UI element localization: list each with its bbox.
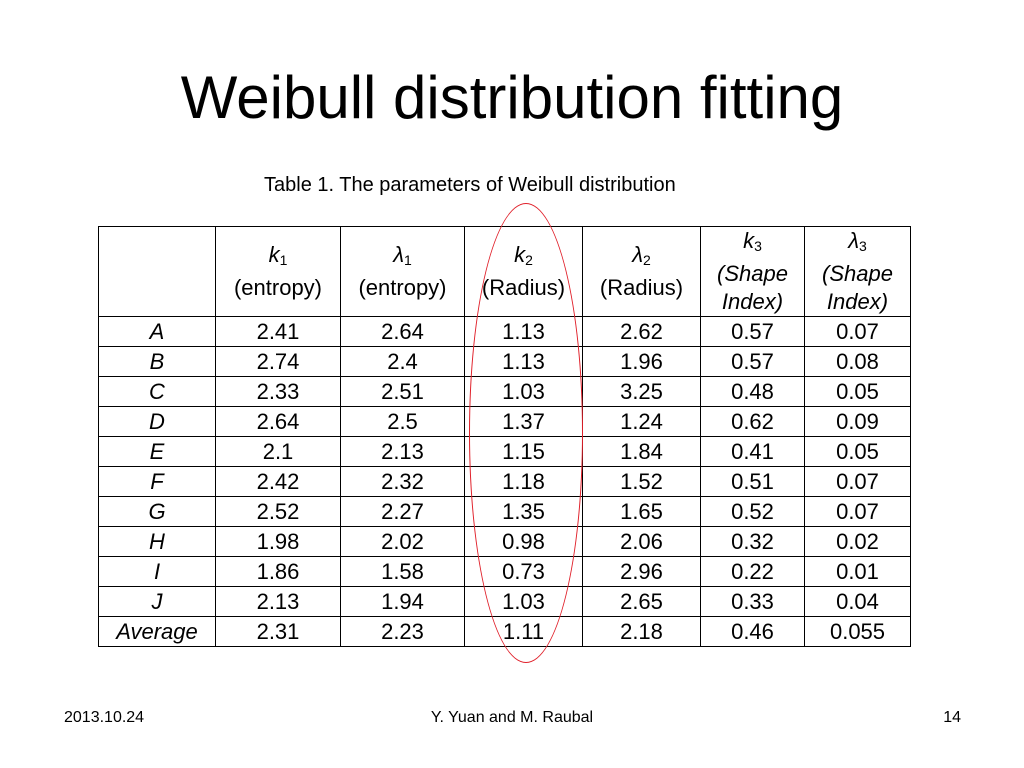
table-cell: 0.055 <box>805 617 911 647</box>
table-cell: 1.94 <box>341 587 465 617</box>
table-cell: 0.32 <box>701 527 805 557</box>
table-cell: 1.86 <box>216 557 341 587</box>
column-symbol-letter: λ <box>393 242 405 267</box>
column-symbol-subscript: 2 <box>525 252 533 268</box>
row-label: C <box>99 377 216 407</box>
header-empty-cell <box>99 227 216 317</box>
column-header <box>341 227 465 317</box>
row-label: J <box>99 587 216 617</box>
table-row <box>99 617 911 647</box>
table-cell: 2.41 <box>216 317 341 347</box>
table-row <box>99 437 911 467</box>
table-row <box>99 347 911 377</box>
table-row <box>99 377 911 407</box>
table-cell: 1.35 <box>465 497 583 527</box>
table-cell: 0.05 <box>805 377 911 407</box>
table-cell: 0.57 <box>701 317 805 347</box>
column-label: (Radius) <box>599 275 684 300</box>
table-cell: 2.27 <box>341 497 465 527</box>
table-cell: 2.65 <box>583 587 701 617</box>
table-cell: 2.62 <box>583 317 701 347</box>
column-symbol <box>216 241 340 274</box>
table-cell: 2.23 <box>341 617 465 647</box>
table-cell: 3.25 <box>583 377 701 407</box>
table-cell: 0.07 <box>805 497 911 527</box>
table-cell: 2.64 <box>216 407 341 437</box>
table-body <box>99 317 911 647</box>
column-label: (entropy) <box>233 275 323 300</box>
column-label: (Shape Index) <box>822 261 893 314</box>
table-cell: 0.22 <box>701 557 805 587</box>
table-cell: 2.06 <box>583 527 701 557</box>
table-row <box>99 527 911 557</box>
table-cell: 2.52 <box>216 497 341 527</box>
column-symbol-subscript: 2 <box>643 252 651 268</box>
table-cell: 2.1 <box>216 437 341 467</box>
table-cell: 2.18 <box>583 617 701 647</box>
column-symbol <box>805 227 910 260</box>
column-symbol-subscript: 3 <box>754 238 762 254</box>
table-cell: 0.33 <box>701 587 805 617</box>
column-symbol-letter: k <box>268 242 280 267</box>
table-cell: 2.02 <box>341 527 465 557</box>
table-cell: 0.51 <box>701 467 805 497</box>
column-header <box>805 227 911 317</box>
table-cell: 0.62 <box>701 407 805 437</box>
column-symbol <box>583 241 700 274</box>
table-cell: 1.11 <box>465 617 583 647</box>
row-label: D <box>99 407 216 437</box>
table-cell: 1.58 <box>341 557 465 587</box>
table-cell: 0.46 <box>701 617 805 647</box>
table-row <box>99 557 911 587</box>
table-cell: 1.18 <box>465 467 583 497</box>
table-cell: 1.03 <box>465 587 583 617</box>
row-label: E <box>99 437 216 467</box>
table-cell: 0.08 <box>805 347 911 377</box>
table-header-row <box>99 227 911 317</box>
column-label: (entropy) <box>358 275 447 300</box>
row-label: H <box>99 527 216 557</box>
column-symbol <box>701 227 804 260</box>
table-cell: 2.5 <box>341 407 465 437</box>
column-symbol-letter: λ <box>632 242 644 267</box>
table-row <box>99 497 911 527</box>
column-header <box>583 227 701 317</box>
table-cell: 1.15 <box>465 437 583 467</box>
table-cell: 0.41 <box>701 437 805 467</box>
table-cell: 1.52 <box>583 467 701 497</box>
table-cell: 0.73 <box>465 557 583 587</box>
table-cell: 2.13 <box>216 587 341 617</box>
table-cell: 0.01 <box>805 557 911 587</box>
footer-date: 2013.10.24 <box>64 709 145 726</box>
column-header <box>216 227 341 317</box>
table-row <box>99 317 911 347</box>
table-cell: 0.07 <box>805 467 911 497</box>
table-cell: 0.04 <box>805 587 911 617</box>
footer-author: Y. Yuan and M. Raubal <box>430 709 594 726</box>
table-cell: 0.07 <box>805 317 911 347</box>
table-cell: 0.02 <box>805 527 911 557</box>
table-cell: 2.64 <box>341 317 465 347</box>
column-symbol <box>341 241 464 274</box>
table-cell: 1.37 <box>465 407 583 437</box>
row-label: I <box>99 557 216 587</box>
column-symbol-letter: λ <box>848 228 860 253</box>
column-symbol <box>465 241 582 274</box>
table-cell: 1.65 <box>583 497 701 527</box>
table-row <box>99 467 911 497</box>
table-cell: 1.24 <box>583 407 701 437</box>
table-cell: 0.57 <box>701 347 805 377</box>
table-cell: 1.13 <box>465 317 583 347</box>
footer-page-number: 14 <box>943 709 961 726</box>
column-symbol-subscript: 3 <box>859 238 867 254</box>
weibull-parameters-table <box>98 226 911 647</box>
column-symbol-subscript: 1 <box>279 252 288 268</box>
table-cell: 2.32 <box>341 467 465 497</box>
slide-title: Weibull distribution fitting <box>180 64 844 131</box>
table-cell: 0.09 <box>805 407 911 437</box>
column-label: (Shape Index) <box>717 261 788 314</box>
table-cell: 2.96 <box>583 557 701 587</box>
row-label: F <box>99 467 216 497</box>
table-cell: 2.42 <box>216 467 341 497</box>
table-cell: 2.4 <box>341 347 465 377</box>
table-cell: 1.84 <box>583 437 701 467</box>
table-cell: 0.48 <box>701 377 805 407</box>
table-cell: 1.13 <box>465 347 583 377</box>
row-label: G <box>99 497 216 527</box>
table-cell: 2.33 <box>216 377 341 407</box>
table-row <box>99 587 911 617</box>
table-cell: 0.98 <box>465 527 583 557</box>
table-cell: 2.74 <box>216 347 341 377</box>
table-cell: 2.51 <box>341 377 465 407</box>
column-symbol-letter: k <box>743 228 755 253</box>
table-cell: 1.03 <box>465 377 583 407</box>
row-label: B <box>99 347 216 377</box>
table-cell: 0.52 <box>701 497 805 527</box>
table-cell: 1.96 <box>583 347 701 377</box>
column-symbol-subscript: 1 <box>404 252 412 268</box>
table-cell: 1.98 <box>216 527 341 557</box>
column-header <box>701 227 805 317</box>
table-caption: Table 1. The parameters of Weibull distribution <box>264 174 676 196</box>
table-cell: 2.31 <box>216 617 341 647</box>
row-label: Average <box>99 617 216 647</box>
column-label: (Radius) <box>481 275 566 300</box>
table-cell: 2.13 <box>341 437 465 467</box>
column-symbol-letter: k <box>514 242 526 267</box>
table-cell: 0.05 <box>805 437 911 467</box>
column-header <box>465 227 583 317</box>
table-row <box>99 407 911 437</box>
row-label: A <box>99 317 216 347</box>
